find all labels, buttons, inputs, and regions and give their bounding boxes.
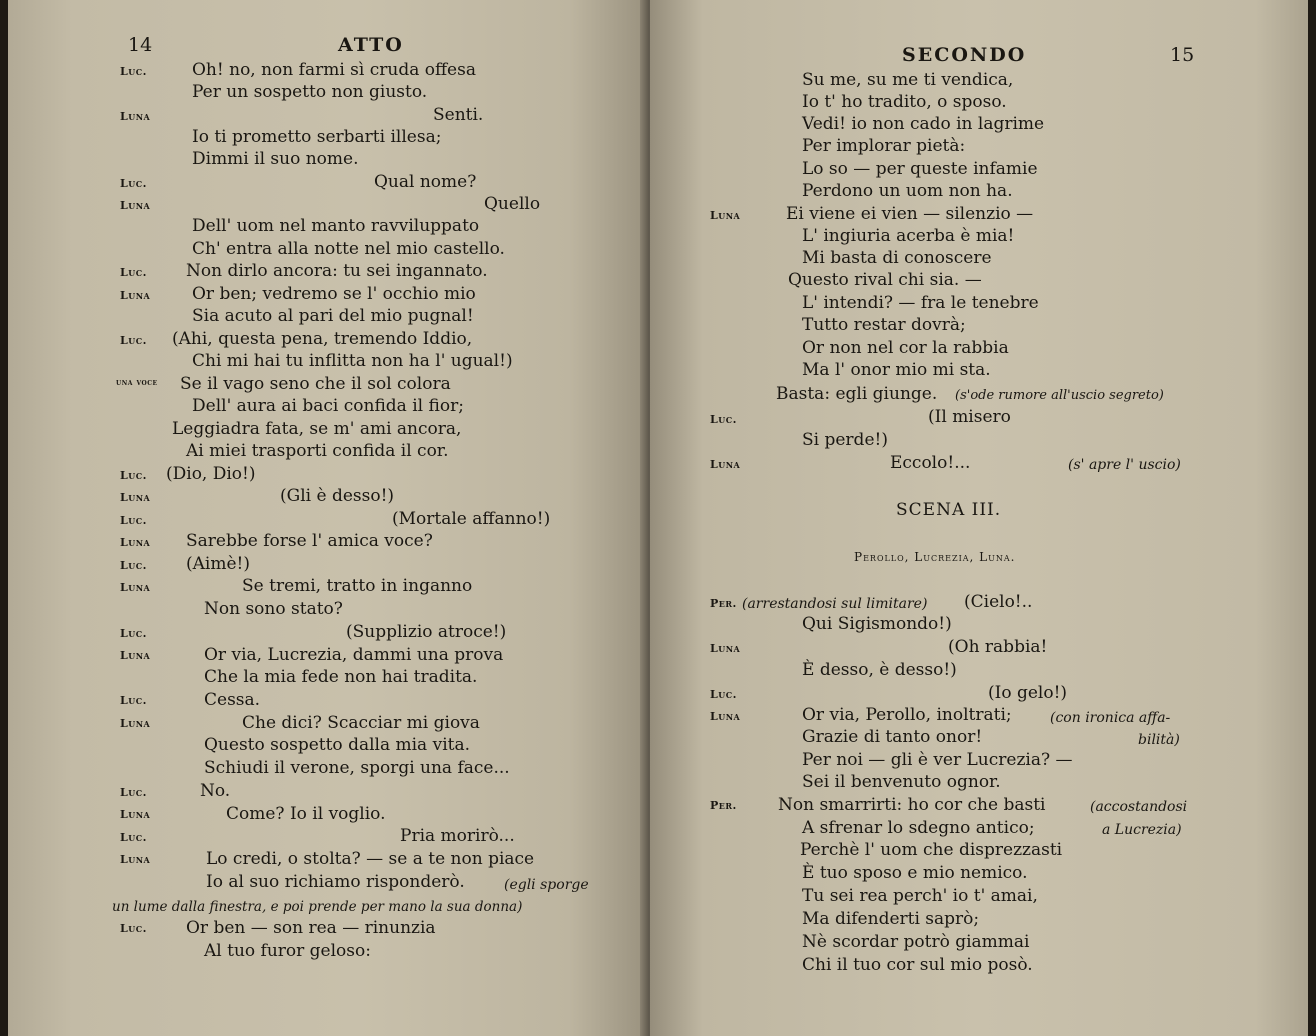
verse-line: Dell' aura ai baci confida il fior;: [192, 396, 464, 416]
speaker-label: Luna: [120, 853, 151, 866]
verse-line: L' intendi? — fra le tenebre: [802, 293, 1039, 313]
speaker-label: Luc.: [120, 559, 147, 572]
verse-line: (Supplizio atroce!): [346, 622, 507, 642]
verse-line: Pria morirò...: [400, 826, 515, 846]
verse-line: Lo so — per queste infamie: [802, 159, 1038, 179]
verse-line: No.: [200, 781, 231, 801]
verse-line: (Gli è desso!): [280, 486, 395, 506]
verse-line: Questo rival chi sia. —: [788, 270, 982, 290]
speaker-label: Luna: [120, 536, 151, 549]
page-number: 14: [128, 34, 153, 56]
speaker-label: Luc.: [120, 831, 147, 844]
speaker-label: Luna: [710, 642, 741, 655]
verse-line: Dell' uom nel manto ravviluppato: [192, 216, 480, 236]
verse-line: Perdono un uom non ha.: [802, 181, 1013, 201]
verse-line: Ch' entra alla notte nel mio castello.: [192, 239, 505, 259]
verse-line: Mi basta di conoscere: [802, 248, 992, 268]
speaker-label: Luna: [120, 110, 151, 123]
verse-line: Leggiadra fata, se m' ami ancora,: [172, 419, 462, 439]
verse-line: Io t' ho tradito, o sposo.: [802, 92, 1007, 112]
verse-line: Ma l' onor mio mi sta.: [802, 360, 991, 380]
speaker-label: Luna: [710, 710, 741, 723]
page-header: SECONDO: [902, 44, 1027, 66]
stage-direction: a Lucrezia): [1102, 822, 1182, 838]
speaker-label: Luna: [120, 808, 151, 821]
verse-line: Perchè l' uom che disprezzasti: [800, 840, 1063, 860]
verse-line: Or ben — son rea — rinunzia: [186, 918, 436, 938]
verse-line: Per implorar pietà:: [802, 136, 966, 156]
verse-line: (Cielo!..: [964, 592, 1033, 612]
speaker-label: Luna: [120, 581, 151, 594]
verse-line: Or ben; vedremo se l' occhio mio: [192, 284, 476, 304]
verse-line: Tutto restar dovrà;: [802, 315, 966, 335]
verse-line: Ei viene ei vien — silenzio —: [786, 204, 1034, 224]
verse-line: Non dirlo ancora: tu sei ingannato.: [186, 261, 488, 281]
scene-characters: Perollo, Lucrezia, Luna.: [854, 550, 1016, 564]
verse-line: Eccolo!...: [890, 453, 971, 473]
verse-line: Questo sospetto dalla mia vita.: [204, 735, 471, 755]
verse-line: (Dio, Dio!): [166, 464, 256, 484]
stage-direction: un lume dalla finestra, e poi prende per mano la sua donna): [112, 899, 523, 915]
verse-line: A sfrenar lo sdegno antico;: [802, 818, 1035, 838]
speaker-label: Luna: [120, 649, 151, 662]
speaker-label: Luna: [120, 289, 151, 302]
verse-line: Come? Io il voglio.: [226, 804, 386, 824]
verse-line: Per un sospetto non giusto.: [192, 82, 428, 102]
verse-line: Ai miei trasporti confida il cor.: [186, 441, 449, 461]
verse-line: (Mortale affanno!): [392, 509, 551, 529]
speaker-label: Luc.: [120, 786, 147, 799]
stage-direction: (arrestandosi sul limitare): [742, 596, 928, 612]
verse-line: Quello: [484, 194, 541, 214]
verse-line: Or via, Perollo, inoltrati;: [802, 705, 1012, 725]
verse-line: Su me, su me ti vendica,: [802, 70, 1014, 90]
speaker-label: Luc.: [120, 514, 147, 527]
stage-direction: (s' apre l' uscio): [1068, 457, 1181, 473]
speaker-label: Luna: [120, 491, 151, 504]
verse-line: Lo credi, o stolta? — se a te non piace: [206, 849, 535, 869]
verse-line: Vedi! io non cado in lagrime: [802, 114, 1045, 134]
verse-line: Per noi — gli è ver Lucrezia? —: [802, 750, 1073, 770]
speaker-label: Luc.: [120, 922, 147, 935]
verse-line: Grazie di tanto onor!: [802, 727, 983, 747]
speaker-label: Luc.: [120, 694, 147, 707]
verse-line: Schiudi il verone, sporgi una face...: [204, 758, 510, 778]
verse-line: Che dici? Scacciar mi giova: [242, 713, 480, 733]
verse-line: Qual nome?: [374, 172, 477, 192]
stage-direction: (accostandosi: [1090, 799, 1188, 815]
left-page: [8, 0, 646, 1036]
verse-line: Or non nel cor la rabbia: [802, 338, 1009, 358]
speaker-label: Per.: [710, 597, 737, 610]
verse-line: Dimmi il suo nome.: [192, 149, 359, 169]
verse-line: Sei il benvenuto ognor.: [802, 772, 1001, 792]
speaker-label: Luna: [120, 717, 151, 730]
stage-direction: (con ironica affa-: [1050, 710, 1171, 726]
verse-line: Oh! no, non farmi sì cruda offesa: [192, 60, 476, 80]
scene-heading: SCENA III.: [896, 500, 1002, 520]
speaker-label: Luc.: [120, 266, 147, 279]
verse-line: Senti.: [433, 105, 484, 125]
verse-line: Che la mia fede non hai tradita.: [204, 667, 478, 687]
verse-line: Non smarrirti: ho cor che basti: [778, 795, 1046, 815]
speaker-label: Luna: [710, 209, 741, 222]
verse-line: (Il misero: [928, 407, 1011, 427]
speaker-label: Per.: [710, 799, 737, 812]
verse-line: È tuo sposo e mio nemico.: [802, 863, 1028, 883]
speaker-label: Luc.: [120, 177, 147, 190]
verse-line: Cessa.: [204, 690, 261, 710]
page-number: 15: [1170, 44, 1195, 66]
verse-line: Nè scordar potrò giammai: [802, 932, 1030, 952]
verse-line: Io ti prometto serbarti illesa;: [192, 127, 442, 147]
verse-line: (Oh rabbia!: [948, 637, 1048, 657]
stage-direction: (egli sporge: [504, 877, 589, 893]
verse-line: Qui Sigismondo!): [802, 614, 952, 634]
speaker-label: Luc.: [710, 413, 737, 426]
verse-line: Al tuo furor geloso:: [204, 941, 371, 961]
speaker-label: Luc.: [120, 65, 147, 78]
verse-line: Or via, Lucrezia, dammi una prova: [204, 645, 504, 665]
speaker-label: Luna: [120, 199, 151, 212]
verse-line: Sia acuto al pari del mio pugnal!: [192, 306, 474, 326]
verse-line: Tu sei rea perch' io t' amai,: [802, 886, 1038, 906]
verse-line: (Io gelo!): [988, 683, 1068, 703]
speaker-label: Luna: [710, 458, 741, 471]
stage-direction: (s'ode rumore all'uscio segreto): [955, 388, 1164, 403]
verse-line: (Aimè!): [186, 554, 250, 574]
speaker-label: Luc.: [120, 469, 147, 482]
verse-line: Chi il tuo cor sul mio posò.: [802, 955, 1033, 975]
page-header: ATTO: [338, 34, 404, 56]
verse-line: Sarebbe forse l' amica voce?: [186, 531, 433, 551]
verse-line: Non sono stato?: [204, 599, 343, 619]
speaker-label: una voce: [116, 378, 158, 388]
verse-line: Se tremi, tratto in inganno: [242, 576, 473, 596]
verse-line: Si perde!): [802, 430, 888, 450]
verse-line: Chi mi hai tu inflitta non ha l' ugual!): [192, 351, 513, 371]
verse-line: Basta: egli giunge.: [776, 384, 938, 404]
verse-line: Io al suo richiamo risponderò.: [206, 872, 465, 892]
speaker-label: Luc.: [120, 334, 147, 347]
speaker-label: Luc.: [120, 627, 147, 640]
verse-line: È desso, è desso!): [802, 660, 957, 680]
verse-line: L' ingiuria acerba è mia!: [802, 226, 1015, 246]
verse-line: (Ahi, questa pena, tremendo Iddio,: [172, 329, 473, 349]
right-page: [650, 0, 1308, 1036]
speaker-label: Luc.: [710, 688, 737, 701]
verse-line: Ma difenderti saprò;: [802, 909, 980, 929]
verse-line: Se il vago seno che il sol colora: [180, 374, 451, 394]
stage-direction: bilità): [1138, 732, 1180, 748]
